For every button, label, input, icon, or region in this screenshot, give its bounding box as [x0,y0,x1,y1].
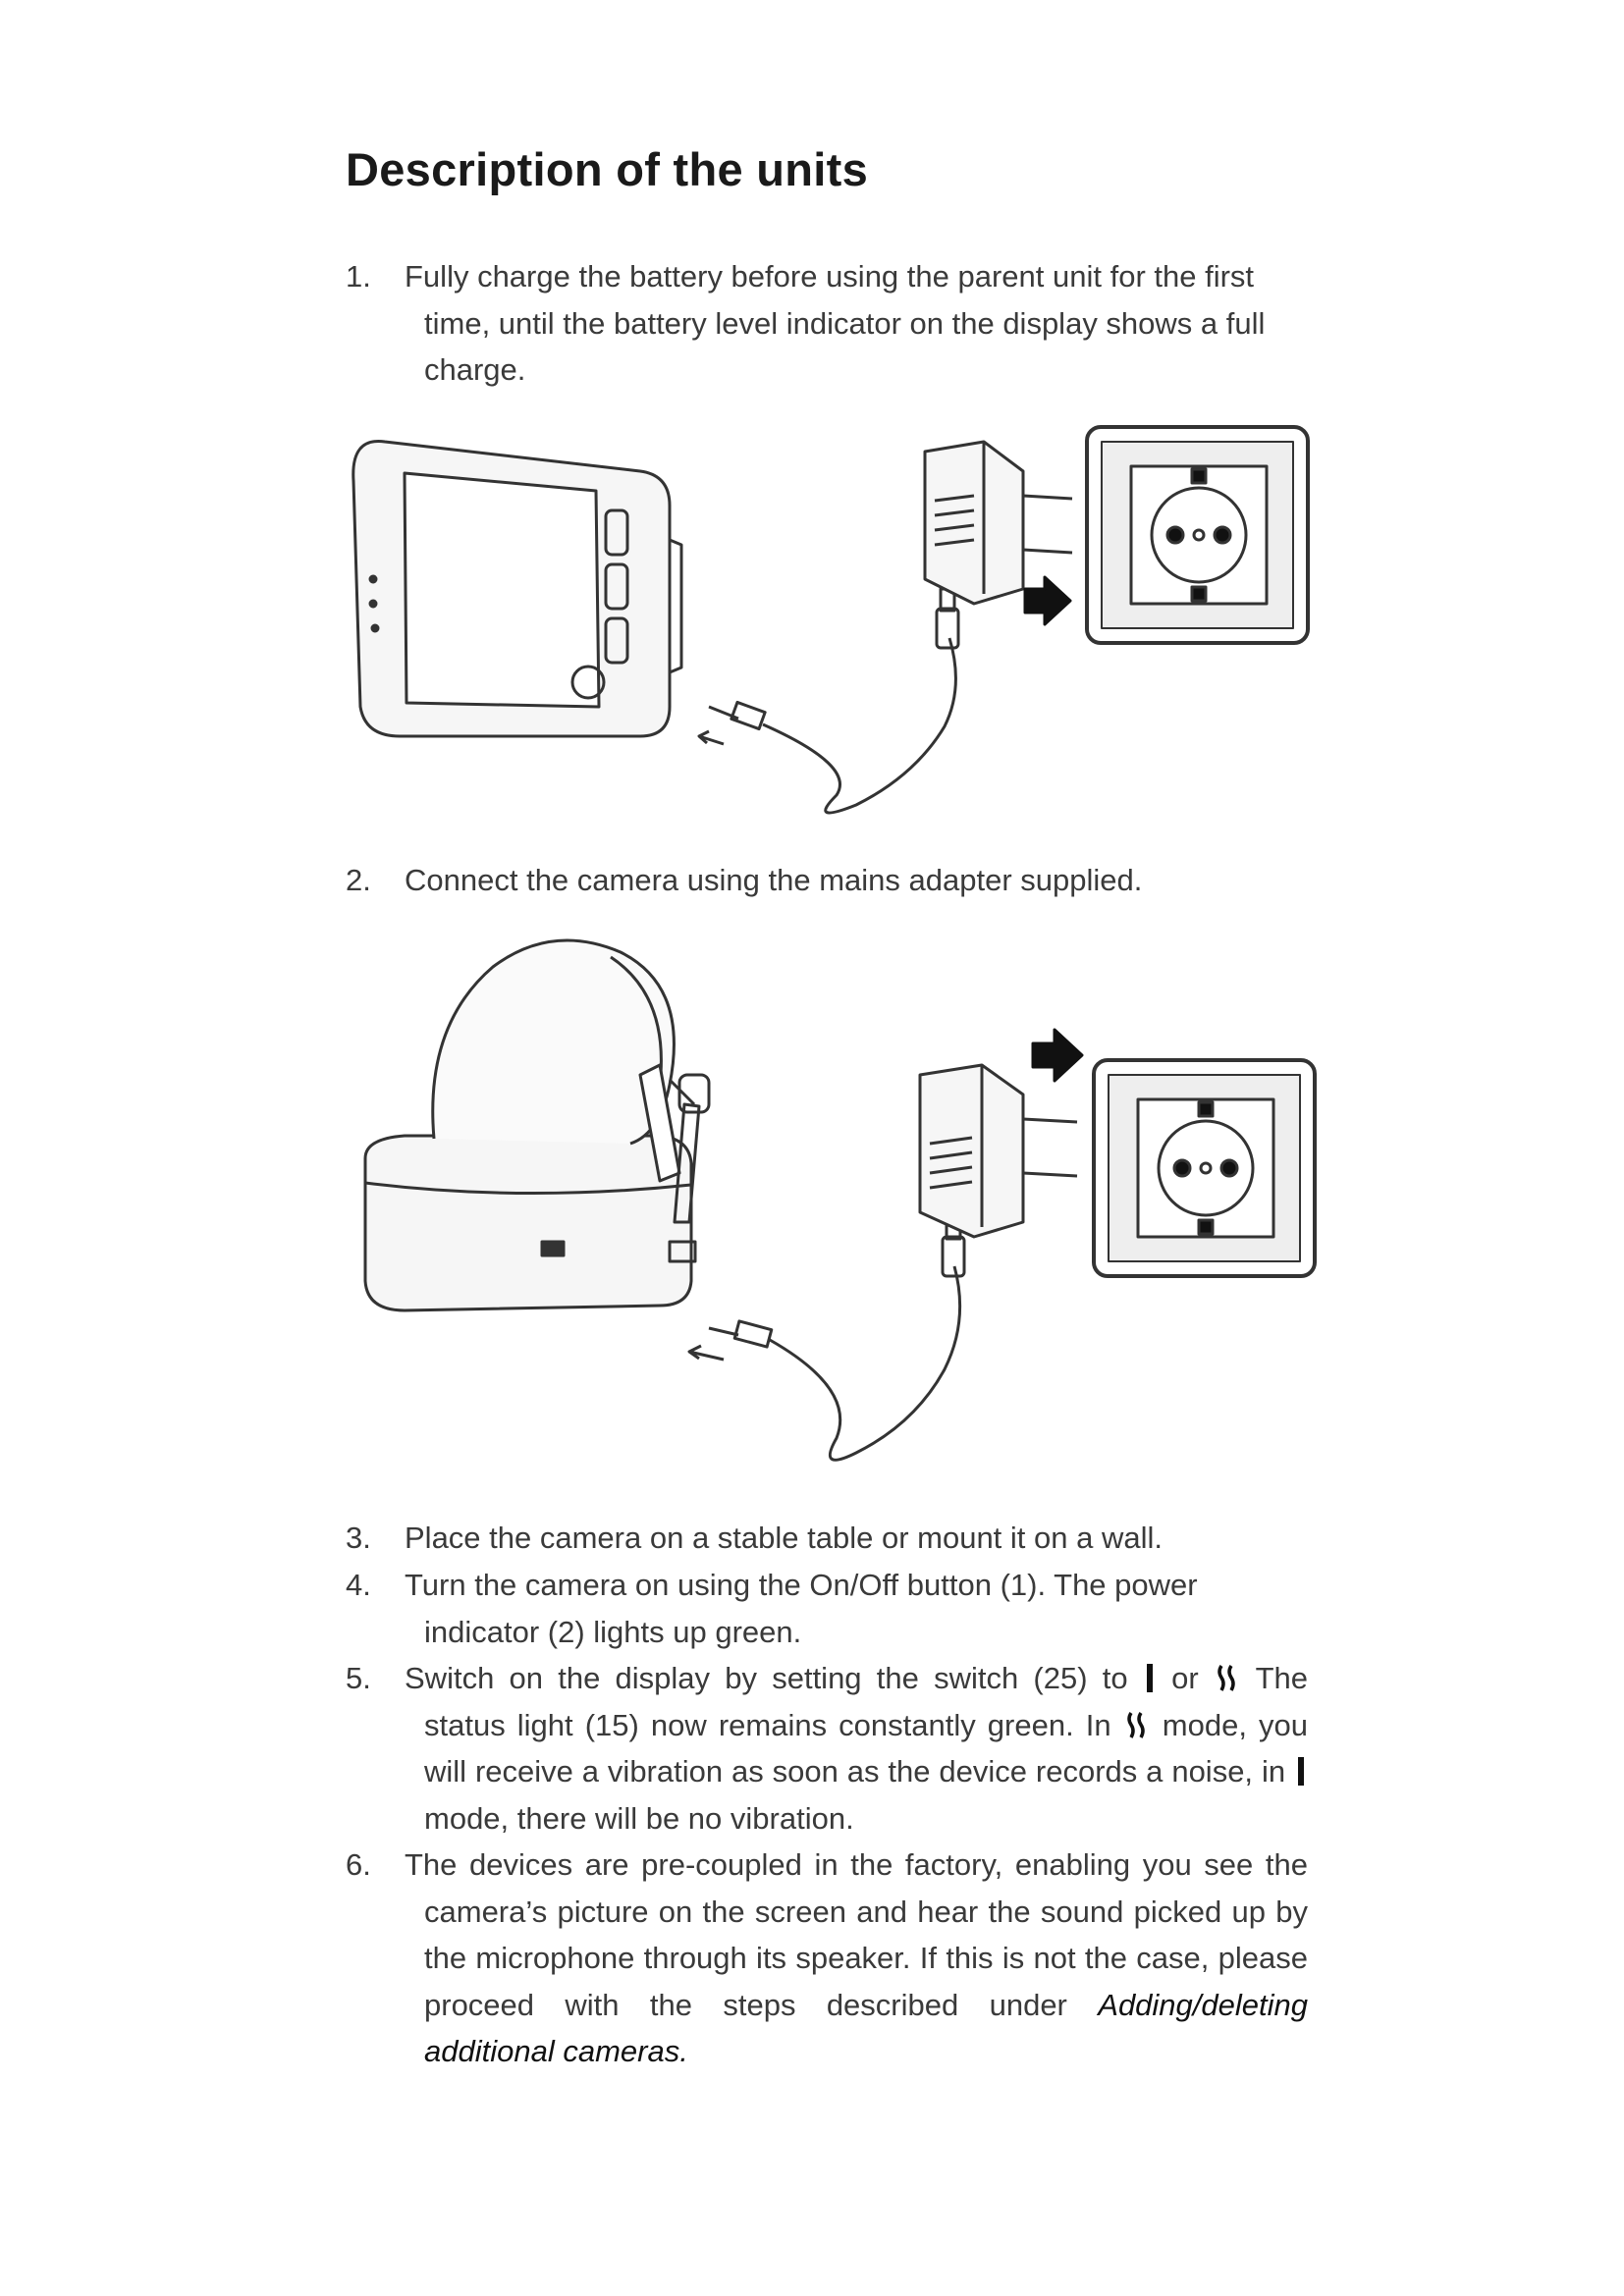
step-number: 5. [346,1661,371,1695]
step-text: Fully charge the battery before using the parent unit for the first time, until the battery level indicator on the display shows a full charge. [405,259,1266,387]
step-number: 2. [346,863,371,897]
step-1 [346,253,1308,394]
step-5 [346,1655,1308,1842]
step-number: 4. [346,1568,371,1602]
step-number: 3. [346,1521,371,1555]
wall-socket-icon [1087,427,1308,643]
step-text-part: Switch on the display by setting the switch (25) to [405,1661,1128,1695]
step-text-part: The status light (15) now remains constantly green. In [424,1661,1309,1742]
usb-cable-icon [689,1214,964,1460]
step-text: Connect the camera using the mains adapter supplied. [405,863,1143,897]
step-text [365,1842,1308,2075]
vibration-icon [1127,1711,1147,1739]
step-text [365,1655,1308,1842]
step-3 [346,1515,1308,1562]
arrow-right-icon [1025,577,1070,624]
parent-unit-charging-illustration [346,412,1318,834]
step-text: Place the camera on a stable table or mount it on a wall. [405,1521,1163,1555]
switch-bar-icon [1147,1664,1153,1692]
mains-adapter-icon [920,1065,1077,1237]
page-title: Description of the units [346,143,869,195]
vibration-icon [1218,1664,1237,1692]
section-reference: Adding/deleting additional cameras. [424,1987,1308,2068]
parent-unit-icon [353,442,681,737]
camera-connection-illustration [346,928,1318,1487]
step-2 [346,857,1308,904]
step-number: 6. [346,1847,371,1882]
step-text-part: mode, you will receive a vibration as soon as the device records a noise, in [424,1707,1308,1789]
switch-bar-icon [1298,1757,1304,1786]
usb-cable-icon [699,589,958,813]
camera-icon [365,940,709,1310]
step-text-part: The devices are pre-coupled in the factory, enabling you see the camera’s picture on the screen and hear the sound picked up by the microphone through its speaker. If this is not the case, please proceed with the steps described under [405,1847,1308,2022]
step-text-part: or [1171,1661,1199,1695]
arrow-right-icon [1033,1030,1082,1081]
step-4 [346,1562,1308,1655]
step-text: Turn the camera on using the On/Off button (1). The power indicator (2) lights up green. [405,1568,1198,1649]
wall-socket-icon [1094,1060,1315,1276]
step-6 [346,1842,1308,2075]
step-text-part: mode, there will be no vibration. [424,1800,854,1836]
step-number: 1. [346,259,371,294]
mains-adapter-icon [925,442,1072,604]
